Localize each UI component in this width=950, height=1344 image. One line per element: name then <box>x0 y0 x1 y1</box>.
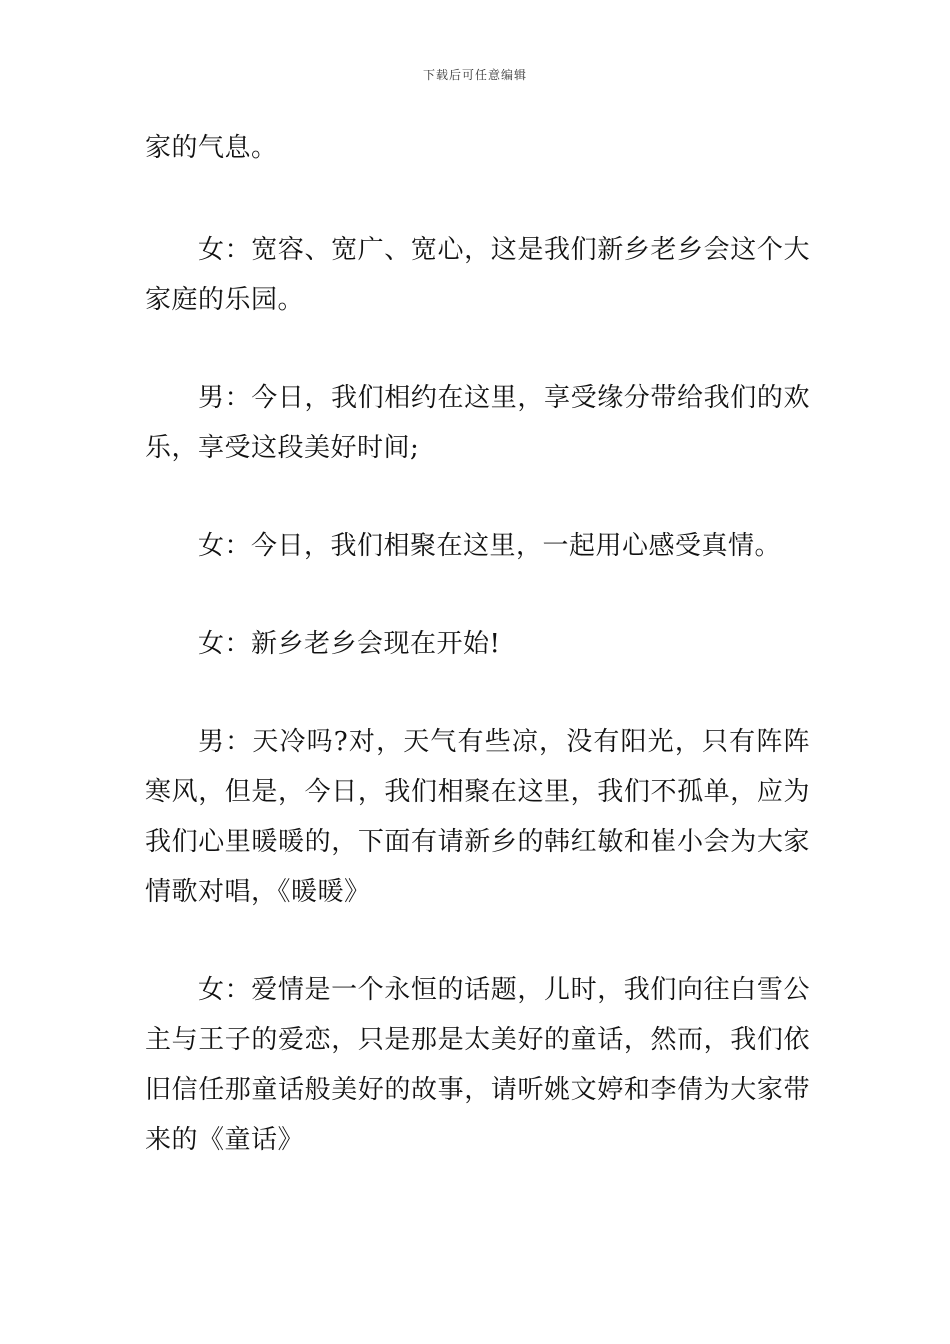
paragraph-dialogue: 男：今日，我们相约在这里，享受缘分带给我们的欢乐，享受这段美好时间; <box>145 383 810 463</box>
paragraph-dialogue: 女：爱情是一个永恒的话题，儿时，我们向往白雪公主与王子的爱恋，只是那是太美好的童话，然而，我们依旧信任那童话般美好的故事，请听姚文婷和李倩为大家带来的《童话》 <box>145 975 810 1155</box>
document-body <box>145 123 810 1213</box>
paragraph-dialogue: 女：宽容、宽广、宽心，这是我们新乡老乡会这个大家庭的乐园。 <box>145 235 810 315</box>
paragraph-dialogue: 男：天冷吗?对，天气有些凉，没有阳光，只有阵阵寒风，但是，今日，我们相聚在这里，我们不孤单，应为我们心里暖暖的，下面有请新乡的韩红敏和崔小会为大家情歌对唱，《暖暖》 <box>145 727 810 907</box>
paragraph-continuation: 家的气息。 <box>145 133 278 163</box>
paragraph-dialogue: 女：今日，我们相聚在这里，一起用心感受真情。 <box>198 531 782 561</box>
paragraph-dialogue: 女：新乡老乡会现在开始! <box>198 629 501 659</box>
page-header: 下载后可任意编辑 <box>422 68 527 82</box>
